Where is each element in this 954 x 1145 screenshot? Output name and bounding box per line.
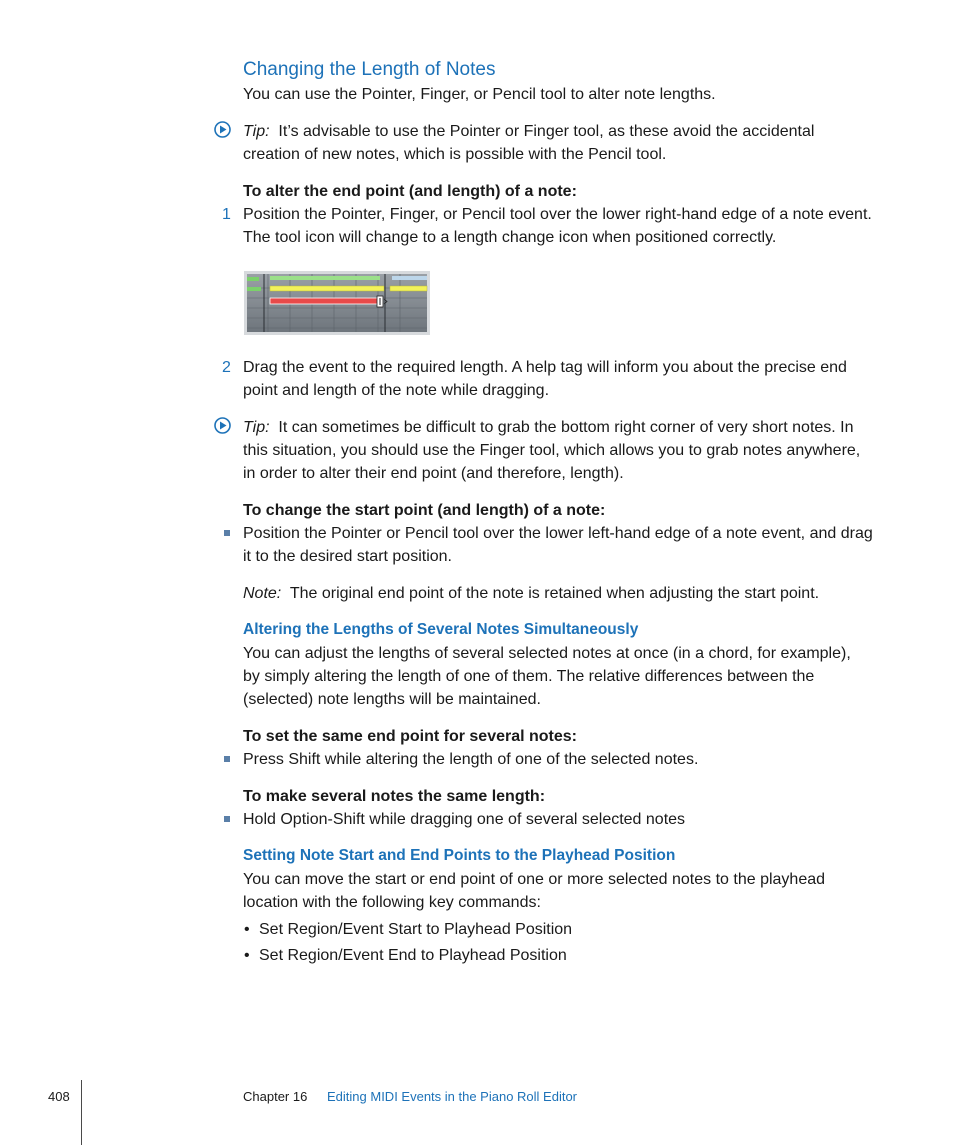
subsection-paragraph-playhead: You can move the start or end point of one or more selected notes to the playhead location with the following key commands: [243,871,826,911]
bullet-square [224,756,230,762]
tip-label: Tip: [243,419,270,436]
bullet-dot: • [244,921,250,938]
bullet-text-same-end-point: Press Shift while altering the length of one of the selected notes. [243,751,699,768]
step-text-2: Drag the event to the required length. A help tag will inform you about the precise end point and length of the note while dragging. [243,359,847,399]
key-command-item-2: Set Region/Event End to Playhead Position [259,947,567,964]
footer-divider [81,1080,82,1145]
bullet-square [224,530,230,536]
subsection-paragraph-several-notes: You can adjust the lengths of several selected notes at once (in a chord, for example), by simply altering the length of one of them. The relative differences between the (selected) note lengths will be maintained. [243,645,851,708]
subsection-heading-playhead: Setting Note Start and End Points to the Playhead Position [243,847,676,864]
task-title-same-length: To make several notes the same length: [243,788,546,805]
step-number-2: 2 [222,359,231,376]
tip-paragraph-2 [243,416,873,485]
step-number-1: 1 [222,206,231,223]
bullet-square [224,816,230,822]
note-label: Note: [243,585,282,602]
tip-paragraph-1 [243,120,873,166]
piano-roll-screenshot [244,271,430,335]
step-text-1: Position the Pointer, Finger, or Pencil tool over the lower right-hand edge of a note event. The tool icon will change to a length change icon when positioned correctly. [243,206,872,246]
tip-arrow-icon [214,121,231,138]
tip-arrow-icon [214,417,231,434]
footer-chapter: Chapter 16 [243,1089,308,1104]
bullet-dot: • [244,947,250,964]
intro-paragraph: You can use the Pointer, Finger, or Pencil tool to alter note lengths. [243,86,716,103]
tip-text: It can sometimes be difficult to grab the bottom right corner of very short notes. In this situation, you should use the Finger tool, which allows you to grab notes anywhere, in order to alter their end point (and therefore, length). [243,419,861,482]
subsection-heading-several-notes: Altering the Lengths of Several Notes Simultaneously [243,621,639,638]
task-title-same-end-point: To set the same end point for several notes: [243,728,577,745]
task-title-start-point: To change the start point (and length) of a note: [243,502,606,519]
tip-label: Tip: [243,123,270,140]
key-command-item-1: Set Region/Event Start to Playhead Position [259,921,573,938]
note-paragraph [243,582,873,605]
section-heading: Changing the Length of Notes [243,59,496,80]
page-number: 408 [48,1089,70,1104]
tip-text: It’s advisable to use the Pointer or Finger tool, as these avoid the accidental creation of new notes, which is possible with the Pencil tool. [243,123,815,163]
task-title-end-point: To alter the end point (and length) of a note: [243,183,577,200]
bullet-text-start-point: Position the Pointer or Pencil tool over the lower left-hand edge of a note event, and drag it to the desired start position. [243,525,873,565]
footer-chapter-title: Editing MIDI Events in the Piano Roll Editor [327,1089,578,1104]
bullet-text-same-length: Hold Option-Shift while dragging one of several selected notes [243,811,686,828]
note-text: The original end point of the note is retained when adjusting the start point. [289,585,820,602]
